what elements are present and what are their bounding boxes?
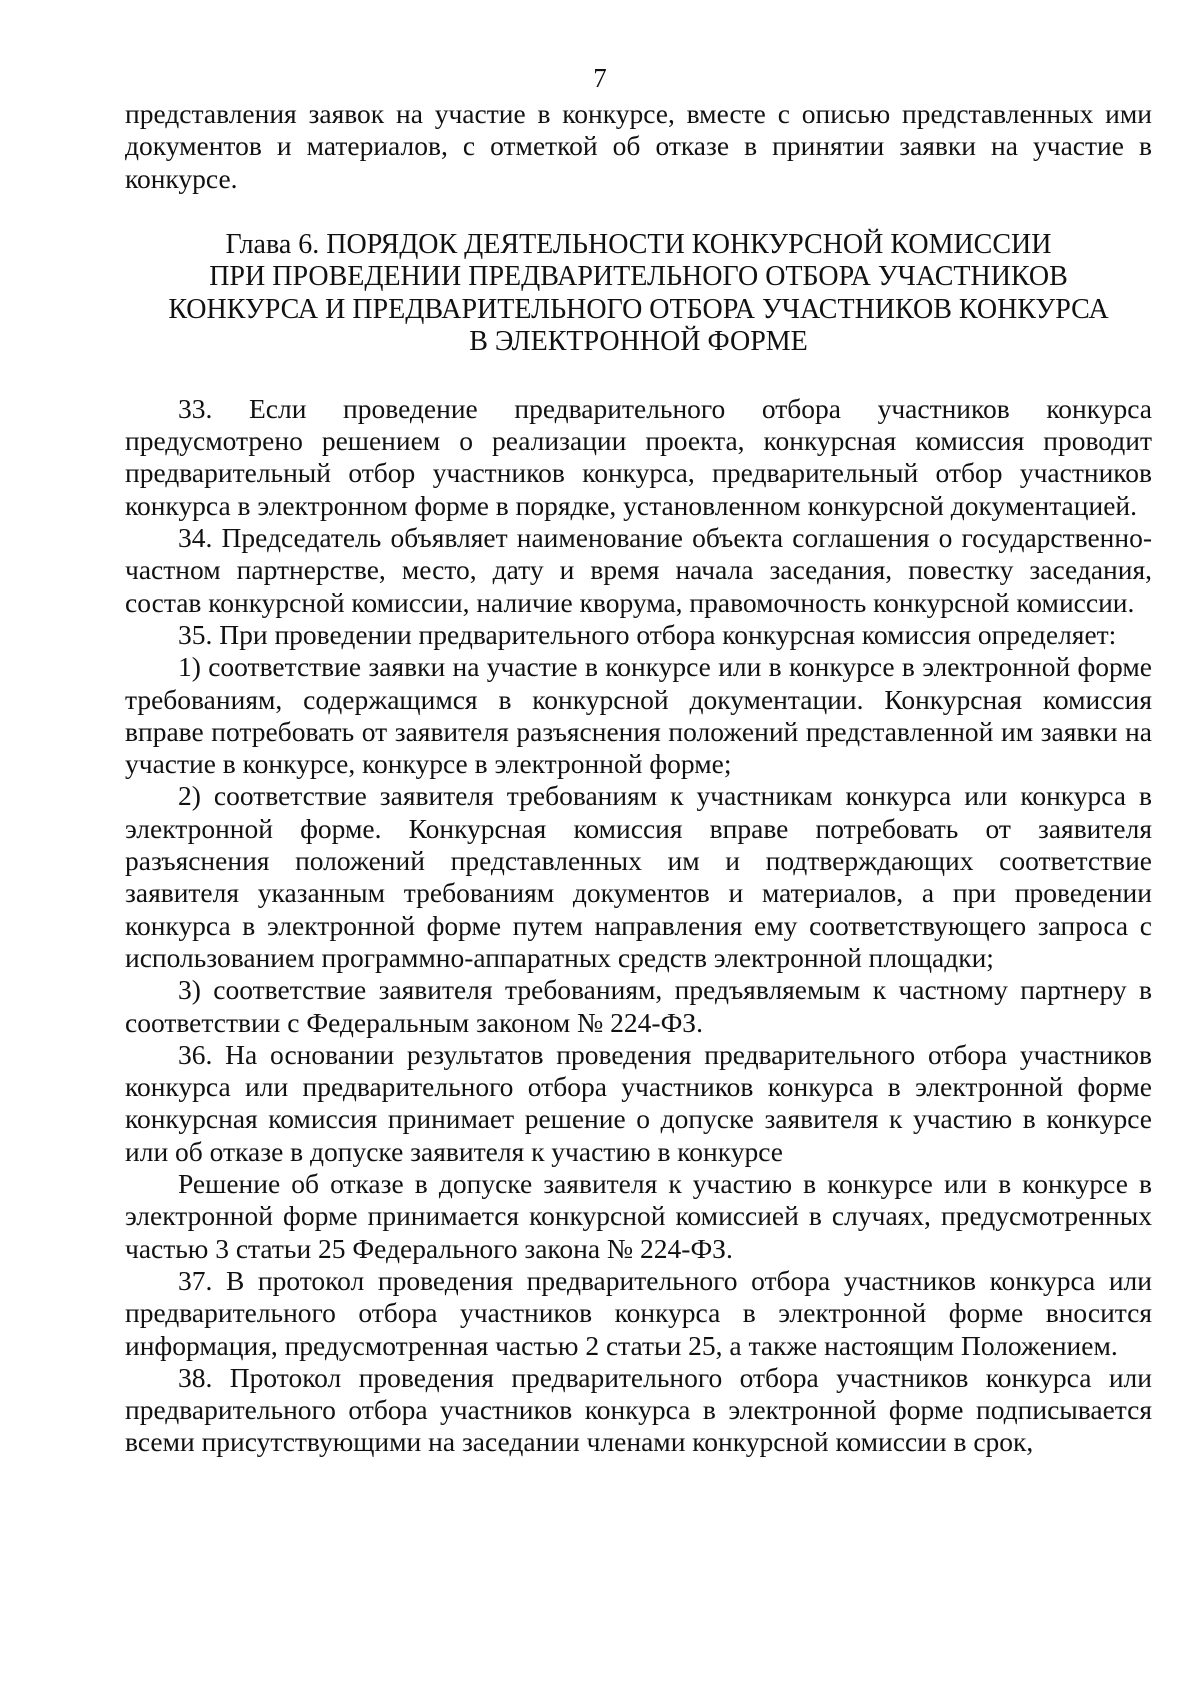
paragraph-35-item-2: 2) соответствие заявителя требованиям к участникам конкурса или конкурса в электронной форме. Конкурсная комиссия вправе потребовать от заявителя разъяснения положений представленных им и подтверждающих соответствие заявителя указанным требованиям документов и материалов, а при проведении конкурса в электронной форме путем направления ему соответствующего запроса с использованием программно-аппаратных средств электронной площадки; (125, 780, 1152, 973)
paragraph-36: 36. На основании результатов проведения предварительного отбора участников конкурса или предварительного отбора участников конкурса в электронной форме конкурсная комиссия принимает решение о допуске заявителя к участию в конкурсе или об отказе в допуске заявителя к участию в конкурсе (125, 1038, 1152, 1167)
chapter-heading-line: КОНКУРСА И ПРЕДВАРИТЕЛЬНОГО ОТБОРА УЧАСТНИКОВ КОНКУРСА (168, 293, 1109, 325)
chapter-heading-line: В ЭЛЕКТРОННОЙ ФОРМЕ (469, 326, 808, 358)
page-number: 7 (593, 63, 607, 93)
paragraph-36-refusal: Решение об отказе в допуске заявителя к участию в конкурсе или в конкурсе в электронной форме принимается конкурсной комиссией в случаях, предусмотренных частью 3 статьи 25 Федерального закона № 224-ФЗ. (125, 1168, 1152, 1264)
intro-paragraph: представления заявок на участие в конкурсе, вместе с описью представленных ими документов и материалов, с отметкой об отказе в принятии заявки на участие в конкурсе. (125, 98, 1152, 194)
paragraph-37: 37. В протокол проведения предварительного отбора участников конкурса или предварительного отбора участников конкурса в электронной форме вносится информация, предусмотренная частью 2 статьи 25, а также настоящим Положением. (125, 1264, 1152, 1361)
paragraph-34: 34. Председатель объявляет наименование объекта соглашения о государственно-частном партнерстве, место, дату и время начала заседания, повестку заседания, состав конкурсной комиссии, наличие кворума, правомочность конкурсной комиссии. (125, 522, 1152, 618)
paragraph-33: 33. Если проведение предварительного отбора участников конкурса предусмотрено решением о реализации проекта, конкурсная комиссия проводит предварительный отбор участников конкурса, предварительный отбор участников конкурса в электронном форме в порядке, установленном конкурсной документацией. (125, 392, 1152, 521)
chapter-heading-line: ПРИ ПРОВЕДЕНИИ ПРЕДВАРИТЕЛЬНОГО ОТБОРА УЧАСТНИКОВ (209, 261, 1068, 293)
paragraph-35: 35. При проведении предварительного отбора конкурсная комиссия определяет: (178, 618, 1117, 650)
chapter-heading-line: Глава 6. ПОРЯДОК ДЕЯТЕЛЬНОСТИ КОНКУРСНОЙ КОМИССИИ (225, 228, 1052, 260)
paragraph-35-item-3: 3) соответствие заявителя требованиям, предъявляемым к частному партнеру в соответствии с Федеральным законом № 224-ФЗ. (125, 974, 1152, 1038)
paragraph-38: 38. Протокол проведения предварительного отбора участников конкурса или предварительного отбора участников конкурса в электронной форме подписывается всеми присутствующими на заседании членами конкурсной комиссии в срок, (125, 1361, 1152, 1458)
paragraph-35-item-1: 1) соответствие заявки на участие в конкурсе или в конкурсе в электронной форме требованиям, содержащимся в конкурсной документации. Конкурсная комиссия вправе потребовать от заявителя разъяснения положений представленной им заявки на участие в конкурсе, конкурсе в электронной форме; (125, 651, 1152, 780)
chapter-heading (125, 195, 1152, 393)
page-content (125, 98, 1152, 1459)
